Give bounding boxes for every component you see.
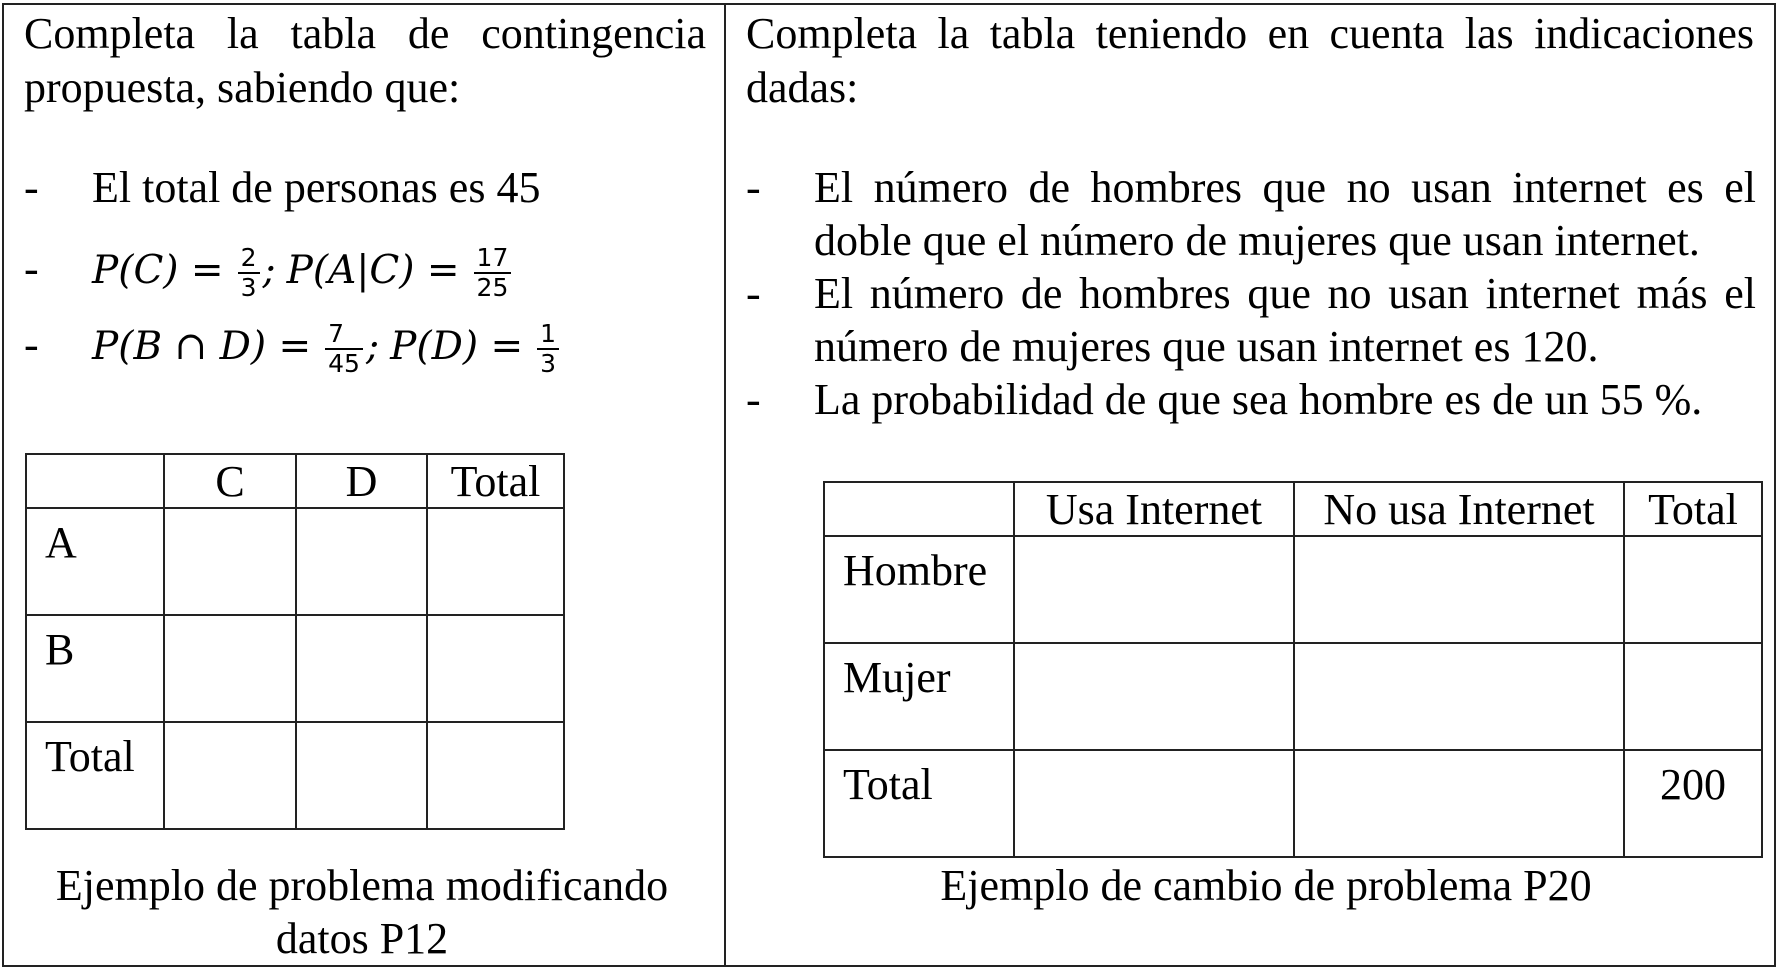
separator: ; <box>262 248 276 293</box>
right-condition-2 <box>746 267 1756 373</box>
cell-b-c <box>164 615 296 722</box>
right-panel <box>726 3 1776 967</box>
cell-mujer-usa <box>1014 643 1294 750</box>
fraction-p-b-and-d <box>325 320 363 378</box>
fraction-numerator: 2 <box>238 244 260 274</box>
row-header-a: A <box>26 508 164 615</box>
fraction-denominator: 45 <box>328 348 360 378</box>
list-dash: - <box>746 375 761 424</box>
separator: ; <box>365 324 380 369</box>
right-instructions: Completa la tabla teniendo en cuenta las indicaciones dadas: <box>746 9 1754 112</box>
contingency-table-internet <box>823 481 1763 858</box>
row-header-total: Total <box>26 722 164 829</box>
right-conditions-list <box>746 161 1756 426</box>
fraction-p-a-given-c <box>474 244 512 302</box>
left-caption: Ejemplo de problema modificando datos P12 <box>55 861 669 963</box>
condition-text: El número de hombres que no usan internet más el número de mujeres que usan internet es 120. <box>814 269 1756 371</box>
prob-d-label: P(D) = <box>390 324 524 369</box>
row-header-mujer: Mujer <box>824 643 1014 750</box>
cell-total-d <box>296 722 427 829</box>
fraction-numerator: 7 <box>325 320 363 350</box>
left-condition-total <box>24 161 714 231</box>
contingency-table-abcd <box>25 453 565 830</box>
cell-total-c <box>164 722 296 829</box>
right-caption: Ejemplo de cambio de problema P20 <box>940 861 1592 910</box>
left-conditions-list <box>24 161 714 383</box>
cell-a-d <box>296 508 427 615</box>
prob-a-given-c-label: P(A|C) = <box>286 248 460 293</box>
fraction-p-c <box>238 244 260 302</box>
list-dash: - <box>24 163 39 212</box>
condition-text: La probabilidad de que sea hombre es de un 55 %. <box>814 375 1703 424</box>
fraction-p-d <box>537 320 559 378</box>
prob-c-label: P(C) = <box>92 248 224 293</box>
cell-b-d <box>296 615 427 722</box>
column-header-total: Total <box>427 454 564 508</box>
list-dash: - <box>24 320 39 369</box>
cell-a-c <box>164 508 296 615</box>
column-header-total: Total <box>1624 482 1762 536</box>
cell-total-total <box>427 722 564 829</box>
cell-total-usa <box>1014 750 1294 857</box>
cell-total-no-usa <box>1294 750 1624 857</box>
cell-a-total <box>427 508 564 615</box>
left-panel <box>2 3 724 967</box>
row-header-b: B <box>26 615 164 722</box>
right-condition-1 <box>746 161 1756 267</box>
fraction-numerator: 1 <box>537 320 559 350</box>
row-header-total: Total <box>824 750 1014 857</box>
list-dash: - <box>746 163 761 212</box>
prob-b-and-d-label: P(B ∩ D) = <box>92 324 312 369</box>
cell-mujer-no-usa <box>1294 643 1624 750</box>
left-condition-probabilities-1 <box>24 231 714 307</box>
cell-hombre-total <box>1624 536 1762 643</box>
fraction-denominator: 3 <box>240 272 257 302</box>
fraction-numerator: 17 <box>474 244 512 274</box>
cell-hombre-usa <box>1014 536 1294 643</box>
table-corner-cell <box>26 454 164 508</box>
cell-mujer-total <box>1624 643 1762 750</box>
column-header-d: D <box>296 454 427 508</box>
list-dash: - <box>24 244 39 293</box>
table-corner-cell <box>824 482 1014 536</box>
column-header-c: C <box>164 454 296 508</box>
condition-text: El número de hombres que no usan internet es el doble que el número de mujeres que usan internet. <box>814 163 1756 265</box>
row-header-hombre: Hombre <box>824 536 1014 643</box>
fraction-denominator: 3 <box>540 348 557 378</box>
fraction-denominator: 25 <box>476 272 509 302</box>
condition-text: El total de personas es 45 <box>92 163 541 212</box>
right-condition-3 <box>746 373 1756 426</box>
left-condition-probabilities-2 <box>24 307 714 383</box>
cell-grand-total: 200 <box>1624 750 1762 857</box>
list-dash: - <box>746 269 761 318</box>
column-header-no-usa-internet: No usa Internet <box>1294 482 1624 536</box>
cell-b-total <box>427 615 564 722</box>
left-instructions: Completa la tabla de contingencia propuesta, sabiendo que: <box>24 9 706 112</box>
cell-hombre-no-usa <box>1294 536 1624 643</box>
column-header-usa-internet: Usa Internet <box>1014 482 1294 536</box>
